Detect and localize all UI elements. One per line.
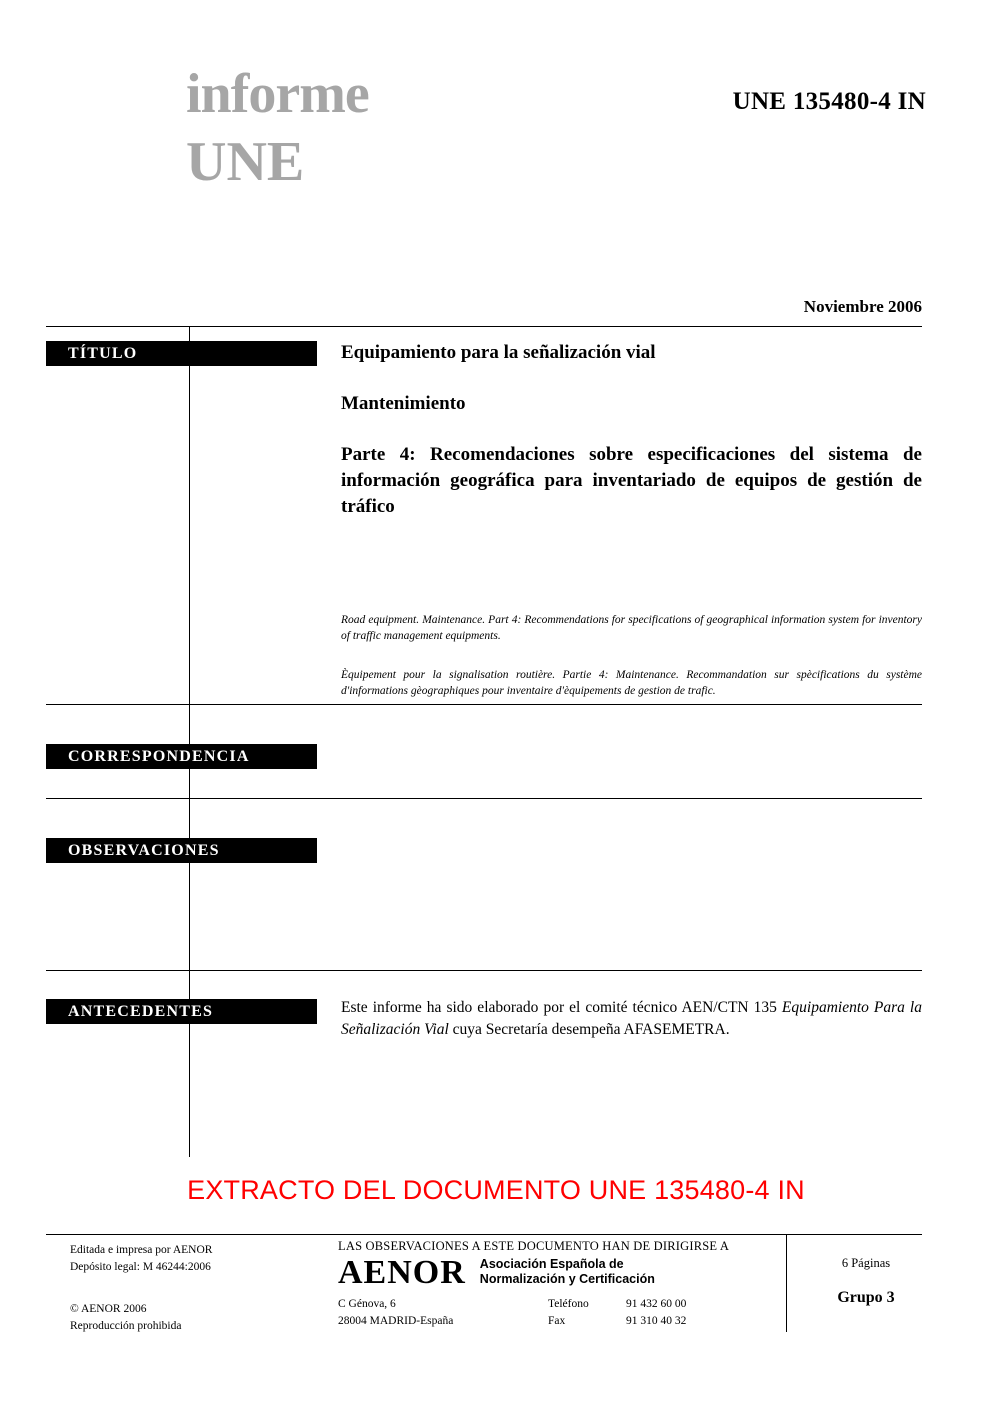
footer-edited-line2: Depósito legal: M 46244:2006 bbox=[70, 1261, 211, 1274]
footer-address-line2: 28004 MADRID-España bbox=[338, 1314, 454, 1327]
logo-une-text: UNE bbox=[186, 131, 305, 193]
footer-tel-value: 91 432 60 00 bbox=[626, 1298, 687, 1310]
section-label-titulo: TÍTULO bbox=[46, 341, 317, 366]
vertical-rule-observaciones bbox=[189, 798, 190, 970]
section-label-antecedentes: ANTECEDENTES bbox=[46, 999, 317, 1024]
extract-banner: EXTRACTO DEL DOCUMENTO UNE 135480-4 IN bbox=[187, 1175, 805, 1205]
rule-observaciones-top bbox=[46, 798, 922, 799]
vertical-rule-titulo bbox=[189, 326, 190, 704]
footer-fax-value: 91 310 40 32 bbox=[626, 1314, 687, 1327]
footer-notice: LAS OBSERVACIONES A ESTE DOCUMENTO HAN DE DIRIGIRSE A bbox=[338, 1239, 730, 1253]
antecedentes-text-italic: Equipamiento Para la Señalización Vial bbox=[341, 999, 922, 1039]
footer-edition-info bbox=[70, 1242, 310, 1335]
footer-edited-line1: Editada e impresa por AENOR bbox=[70, 1244, 213, 1256]
antecedentes-text-part1: Este informe ha sido elaborado por el comité técnico AEN/CTN 135 bbox=[341, 999, 782, 1016]
footer-page-count: 6 Páginas bbox=[841, 1256, 891, 1270]
masthead bbox=[186, 63, 926, 206]
translations-block bbox=[341, 613, 922, 699]
title-line-3: Parte 4: Recomendaciones sobre especificaciones del sistema de información geográfica para inventariado de equipos de gestión de tráfico bbox=[341, 444, 922, 517]
aenor-subtitle-line1: Asociación Española de bbox=[479, 1256, 624, 1271]
publication-date: Noviembre 2006 bbox=[803, 297, 922, 316]
footer-fax-label: Fax bbox=[548, 1314, 566, 1327]
footer-copyright-line1: © AENOR 2006 bbox=[70, 1302, 147, 1315]
aenor-logo-text: AENOR bbox=[338, 1254, 466, 1291]
translation-english: Road equipment. Maintenance. Part 4: Recommendations for specifications of geographical information system for inventory of traffic management equipments. bbox=[341, 614, 922, 642]
footer-contact-labels bbox=[548, 1296, 626, 1329]
translation-french: Èquipement pour la signalisation routière. Partie 4: Maintenance. Recommandation sur spècifications du système d'informations gèographiques pour inventaire d'èquipements de gestion de trafic. bbox=[341, 669, 922, 697]
rule-top bbox=[46, 326, 922, 327]
rule-correspondencia-top bbox=[46, 704, 922, 705]
footer-organization bbox=[338, 1239, 768, 1329]
section-label-observaciones: OBSERVACIONES bbox=[46, 838, 317, 863]
footer-contact-values bbox=[626, 1296, 726, 1329]
footer-tel-label: Teléfono bbox=[548, 1298, 589, 1310]
rule-antecedentes-top bbox=[46, 970, 922, 971]
title-block bbox=[341, 340, 922, 519]
title-line-1: Equipamiento para la señalización vial bbox=[341, 342, 656, 363]
footer-contact-row bbox=[338, 1296, 768, 1329]
antecedentes-body bbox=[341, 997, 922, 1042]
footer-group: Grupo 3 bbox=[837, 1289, 895, 1306]
footer-meta bbox=[806, 1256, 926, 1307]
title-line-2: Mantenimiento bbox=[341, 392, 466, 414]
footer-copyright-line2: Reproducción prohibida bbox=[70, 1319, 182, 1332]
section-label-correspondencia: CORRESPONDENCIA bbox=[46, 744, 317, 769]
document-reference: UNE 135480-4 IN bbox=[732, 88, 926, 115]
footer-address-line1: C Génova, 6 bbox=[338, 1298, 396, 1310]
footer bbox=[46, 1234, 922, 1344]
logo-informe-text: informe bbox=[186, 63, 369, 125]
aenor-subtitle bbox=[480, 1257, 655, 1290]
footer-address bbox=[338, 1296, 548, 1329]
aenor-subtitle-line2: Normalización y Certificación bbox=[479, 1272, 655, 1287]
footer-logo-row bbox=[338, 1256, 768, 1290]
footer-divider bbox=[786, 1234, 787, 1332]
antecedentes-text-part2: cuya Secretaría desempeña AFASEMETRA. bbox=[448, 1021, 730, 1039]
